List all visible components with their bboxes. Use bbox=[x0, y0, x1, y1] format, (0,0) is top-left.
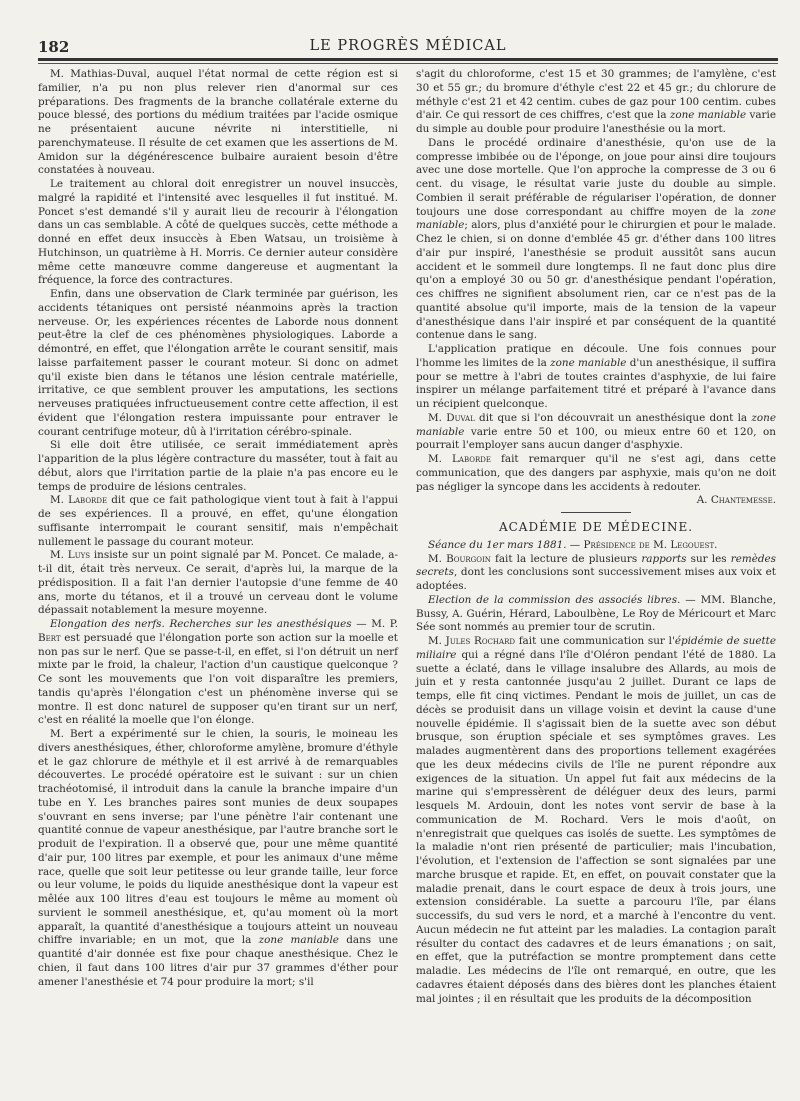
paragraph-text: M. Bert a expérimenté sur le chien, la souris, le moineau les divers anesthésiques, éther, chloroforme amylène, bromure d'éthyle et le gaz chlorure de méthyle et il est arrivé à de remarquables découvertes. Le procédé opératoire est le suivant : sur un chien trachéotomisé, il introduit dans la canule la branche impaire d'un tube en Y. Les branches paires sont munies de deux soupapes s'ouvrant en sens inverse; par l'une pénètre l'air contenant une quantité connue de vapeur anesthésique, par l'autre branche sort le produit de l'expiration. Il a observé que, pour une même quantité d'air pur, 100 litres par exemple, et pour les animaux d'une même race, quelle que soit leur petitesse ou leur grande taille, leur force ou leur volume, le poids du liquide anesthésique dont la vapeur est mêlée aux 100 litres d'eau est toujours le même au moment où survient le sommeil anesthésique, et, qu'au moment où la mort apparaît, la quantité d'anesthésique a toujours atteint un nouveau chiffre invariable; en un mot, que la bbox=[38, 728, 398, 947]
emphasis: zone maniable bbox=[258, 934, 339, 947]
paragraph-text: varie entre 50 et 100, ou mieux entre 60 et 120, on pourrait l'employer sans aucun danger d'asphyxie. bbox=[416, 425, 776, 452]
session-date: Séance du 1er mars 1881. bbox=[428, 538, 567, 551]
paragraph bbox=[416, 412, 776, 453]
emphasis: remèdes secrets bbox=[416, 552, 776, 579]
paragraph: Le traitement au chloral doit enregistrer un nouvel insuccès, malgré la rapidité et l'intensité avec lesquelles il fut institué. M. Poncet s'est demandé s'il y aurait lieu de recourir à l'élongation dans un cas semblable. A côté de quelques succès, cette méthode a donné en effet deux insuccès à Eben Watsau, un troisième à Hutchinson, un quatrième à H. Morris. Ce dernier auteur considère même cette manœuvre comme dangereuse et augmentant la fréquence, la force des contractures. bbox=[38, 178, 398, 287]
paragraph-text: , dont les conclusions sont successivement mises aux voix et adoptées. bbox=[416, 566, 776, 592]
paragraph-text: ; alors, plus d'anxiété pour le chirurgien et pour le malade. Chez le chien, si on donne d'emblée 45 gr. d'éther dans 100 litres d'air pur inspiré, l'anesthésie se produit aussitôt sans aucun accident et le sommeil dure longtemps. Il ne faut donc plus dire qu'on a employé 30 ou 50 gr. d'anesthésique pendant l'opération, ces chiffres ne signifient absolument rien, car ce n'est pas de la quantité absolue qu'il importe, mais de la tension de la vapeur d'anesthésique dans l'air inspiré et par conséquent de la quantité contenue dans le sang. bbox=[416, 219, 776, 342]
speaker-name: M. Jules Rochard bbox=[428, 635, 515, 647]
emphasis: zone maniable bbox=[669, 109, 747, 122]
speaker-name: M. Laborde bbox=[428, 453, 491, 465]
emphasis: épidémie de suette miliaire bbox=[416, 635, 776, 661]
emphasis: rapports bbox=[641, 552, 687, 565]
paragraph-text: fait la lecture de plusieurs bbox=[490, 552, 642, 565]
emphasis: zone maniable bbox=[550, 356, 627, 369]
speaker-name: M. Luys bbox=[50, 549, 91, 562]
paragraph bbox=[416, 594, 776, 635]
page-header bbox=[38, 36, 778, 58]
page-number: 182 bbox=[38, 38, 70, 56]
emphasis: zone maniable bbox=[416, 411, 776, 438]
paragraph: M. Mathias-Duval, auquel l'état normal de cette région est si familier, n'a pu non plus relever rien d'anormal sur ces préparations. Des fragments de la branche collatérale externe du pouce blessé, des portions du médium traitées par l'acide osmique ne présentaient aucune névrite ni interstitielle, ni parenchymateuse. Il résulte de cet examen que les assertions de M. Amidon sur la dégénérescence bulbaire auraient besoin d'être constatées à nouveau. bbox=[38, 68, 398, 177]
speaker-name: — M. P. Bert bbox=[38, 618, 398, 644]
paragraph: Si elle doit être utilisée, ce serait immédiatement après l'apparition de la plus légère contracture du masséter, tout à fait au début, alors que l'irritation partie de la plaie n'a pas encore eu le temps de produire de lésions centrales. bbox=[38, 439, 398, 493]
paragraph-text: fait remarquer qu'il ne s'est agi, dans cette communication, que des dangers par asphyxie, mais qu'on ne doit pas négliger la syncope dans les accidents à redouter. bbox=[416, 453, 776, 493]
paragraph bbox=[416, 453, 776, 494]
paragraph-text: d'un anesthésique, il suffira pour se mettre à l'abri de toutes craintes d'asphyxie, de lui faire inspirer un mélange parfaitement titré et préparé à l'avance dans un récipient quelconque. bbox=[416, 356, 776, 410]
paragraph-text: s'agit du chloroforme, c'est 15 et 30 grammes; de l'amylène, c'est 30 et 55 gr.; du bromure d'éthyle c'est 22 et 45 gr.; du chlorure de méthyle c'est 21 et 42 centim. cubes de gaz pour 100 centim. cubes d'air. Ce qui ressort de ces chiffres, c'est que la bbox=[416, 68, 776, 122]
paragraph bbox=[416, 635, 776, 1006]
paragraph-text: — MM. Blanche, Bussy, A. Guérin, Hérard, Laboulbène, Le Roy de Méricourt et Marc Sée sont nommés au premier tour de scrutin. bbox=[416, 593, 776, 634]
paragraph bbox=[416, 68, 776, 137]
emphasis: zone maniable bbox=[416, 205, 776, 232]
header-rule-thin bbox=[38, 63, 778, 64]
speaker-name: M. Bourgoin bbox=[428, 552, 491, 565]
subsection-title: Election de la commission des associés libres. bbox=[428, 593, 681, 606]
paragraph-text: dans une quantité d'air donnée est fixe pour chaque anesthésique. Chez le chien, il faut dans 100 litres d'air pur 37 grammes d'éther pour amener l'anesthésie et 74 pour produire la mort; s'il bbox=[38, 934, 398, 988]
paragraph bbox=[38, 618, 398, 728]
session-president: — Présidence de M. Legouest. bbox=[566, 538, 718, 551]
speaker-name: M. Laborde bbox=[50, 494, 108, 507]
subsection-title: Elongation des nerfs. Recherches sur les anesthésiques bbox=[50, 618, 352, 630]
paragraph-text: sur les bbox=[686, 552, 731, 565]
paragraph-text: dit que ce fait pathologique vient tout à fait à l'appui de ses expériences. Il a prouvé, en effet, qu'une élongation suffisante interrompait le courant sensitif, mais n'empêchait nullement le passage du courant moteur. bbox=[38, 494, 398, 548]
paragraph-text: varie du simple au double pour produire l'anesthésie ou la mort. bbox=[416, 109, 776, 135]
paragraph-text: qui a régné dans l'île d'Oléron pendant l'été de 1880. La suette a éclaté, dans le village insalubre des Allards, au mois de juin et y resta cantonnée jusqu'au 2 juillet. Durant ce laps de temps, elle fit cinq victimes. Pendant le mois de juillet, un cas de décès se produisit dans un village voisin et devint la cause d'une nouvelle épidémie. Il s'agissait bien de la suette avec son début brusque, son éruption spéciale et ses symptômes graves. Les malades augmentèrent dans des proportions tellement exagérées que les deux médecins civils de l'île ne purent répondre aux exigences de la situation. Un appel fut fait aux médecins de la marine qui s'empressèrent de déléguer deux des leurs, parmi lesquels M. Ardouin, dont les notes vont servir de base à la communication de M. Rochard. Vers le mois d'août, on n'enregistrait que quelques cas isolés de suette. Les symptômes de la maladie n'ont rien présenté de particulier; mais l'incubation, l'évolution, et l'extension de l'affection se sont signalées par une marche brusque et rapide. Et, en effet, on pouvait constater que la maladie prenait, dans le court espace de deux à trois jours, une extension considérable. La suette a parcouru l'île, par élans successifs, du sud vers le nord, et a marché à l'encontre du vent. Aucun médecin ne fut atteint par les maladies. La contagion paraît résulter du contact des cadavres et de leurs émanations ; on sait, en effet, que la putréfaction se montre promptement dans cette maladie. Les médecins de l'île ont remarqué, en outre, que les cadavres étaient déposés dans des bières dont les planches étaient mal jointes ; il en résultait que les produits de la décomposition bbox=[416, 648, 776, 1005]
session-line bbox=[416, 539, 776, 553]
journal-title: LE PROGRÈS MÉDICAL bbox=[309, 38, 507, 54]
paragraph-text: fait une communication sur l' bbox=[514, 635, 675, 647]
signature: A. Chantemesse. bbox=[696, 494, 776, 507]
section-title: ACADÉMIE DE MÉDECINE. bbox=[498, 520, 694, 534]
speaker-name: M. Duval bbox=[428, 411, 475, 424]
paragraph bbox=[416, 137, 776, 343]
paragraph bbox=[38, 549, 398, 618]
paragraph bbox=[38, 728, 398, 989]
paragraph bbox=[38, 494, 398, 549]
paragraph-text: insiste sur un point signalé par M. Poncet. Ce malade, a-t-il dit, était très nerveux. Ce serait, d'après lui, la marque de la prédisposition. Il a fait l'an dernier l'autopsie d'une femme de 40 ans, morte du tétanos, et il a trouvé un cerveau dont le volume dépassait notablement la mesure moyenne. bbox=[38, 549, 398, 617]
paragraph bbox=[416, 553, 776, 594]
left-column bbox=[38, 68, 398, 989]
section-divider bbox=[561, 512, 631, 513]
paragraph-text: dit que si l'on découvrait un anesthésique dont la bbox=[474, 411, 752, 424]
right-column bbox=[416, 68, 776, 1006]
paragraph bbox=[416, 343, 776, 412]
paragraph-text: L'application pratique en découle. Une fois connues pour l'homme les limites de la bbox=[416, 343, 776, 369]
paragraph-text: est persuadé que l'élongation porte son action sur la moelle et non pas sur le nerf. Que se passe-t-il, en effet, si l'on détruit un nerf mixte par le froid, la chaleur, l'action d'un caustique quelconque ? Ce sont les mouvements que l'on voit disparaître les premiers, tandis qu'après l'élongation c'est un phénomène inverse qui se montre. Il est donc naturel de supposer qu'en tirant sur un nerf, c'est en réalité la moelle que l'on élonge. bbox=[38, 631, 398, 727]
paragraph: Enfin, dans une observation de Clark terminée par guérison, les accidents tétaniques ont persisté néanmoins après la traction nerveuse. Or, les expériences récentes de Laborde nous donnent peut-être la clef de ces phénomènes physiologiques. Laborde a démontré, en effet, que l'élongation arrête le courant sensitif, mais laisse parfaitement passer le courant moteur. Si donc on admet qu'il existe bien dans le tétanos une lésion centrale matérielle, irritative, ce que semblent prouver les amputations, les sections nerveuses pratiquées infructueusement contre cette affection, il est évident que l'élongation restera impuissante pour entraver le courant centrifuge moteur, dû à l'irritation cérébro-spinale. bbox=[38, 288, 398, 438]
header-rule bbox=[38, 58, 778, 61]
paragraph-text: Dans le procédé ordinaire d'anesthésie, qu'on use de la compresse imbibée ou de l'éponge, on joue pour ainsi dire toujours avec une dose mortelle. Que l'on approche la compresse de 3 ou 6 cent. du visage, le résultat varie juste du double au simple. Combien il serait préférable de régulariser l'opération, de donner toujours une dose correspondant au chiffre moyen de la bbox=[416, 136, 776, 218]
